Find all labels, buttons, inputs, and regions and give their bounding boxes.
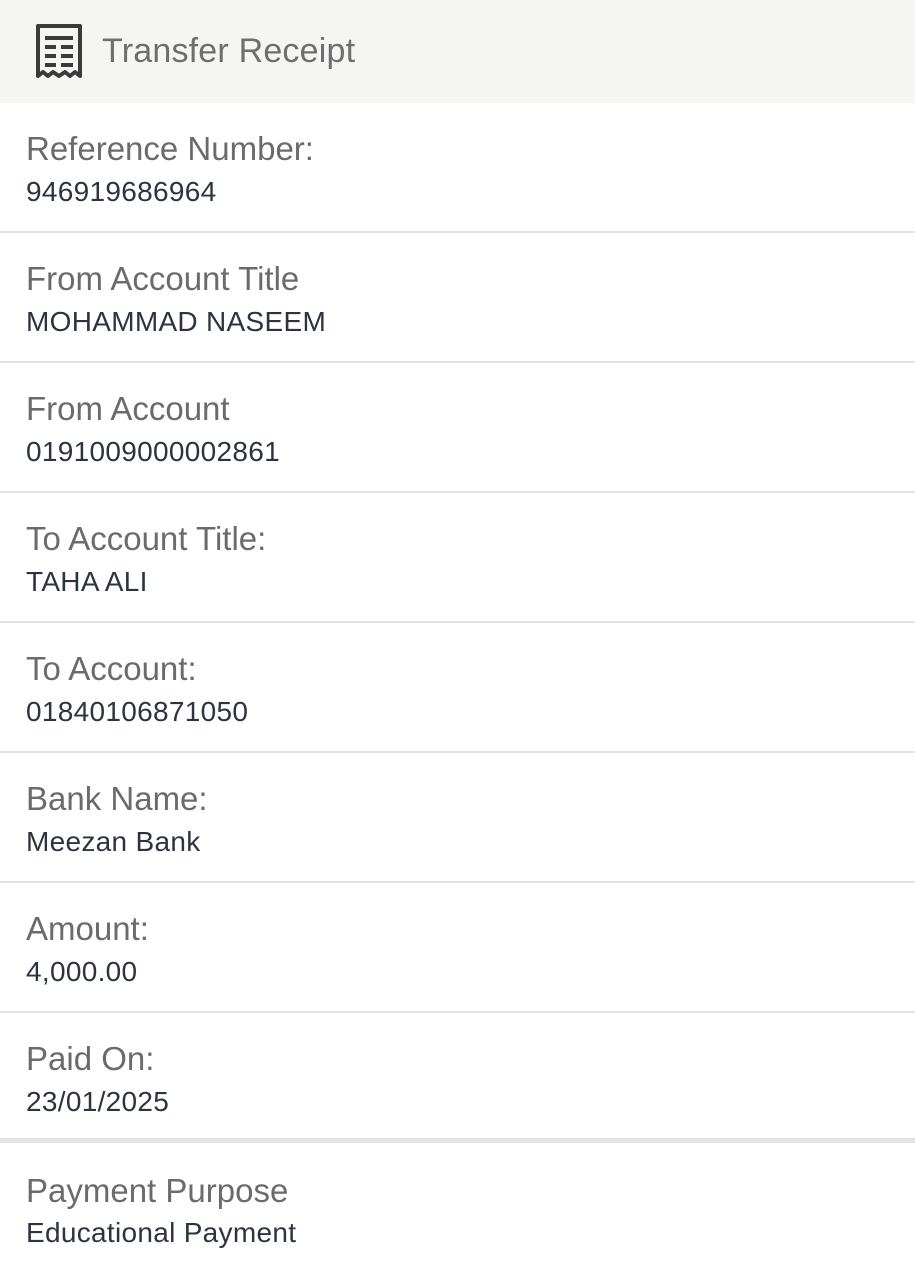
from-account-value: 0191009000002861 xyxy=(26,436,280,467)
row-to-account-title xyxy=(0,493,915,623)
reference-number-value: 946919686964 xyxy=(26,176,217,207)
row-reference-number xyxy=(0,103,915,233)
row-from-account-title xyxy=(0,233,915,363)
reference-number-label: Reference Number: xyxy=(26,130,314,167)
bank-name-label: Bank Name: xyxy=(26,780,208,817)
receipt-header xyxy=(0,0,915,103)
to-account-label: To Account: xyxy=(26,650,197,687)
to-account-value: 01840106871050 xyxy=(26,696,249,727)
row-from-account xyxy=(0,363,915,493)
receipt-icon xyxy=(30,21,88,83)
from-account-title-label: From Account Title xyxy=(26,260,300,297)
amount-label: Amount: xyxy=(26,910,149,947)
paid-on-label: Paid On: xyxy=(26,1040,155,1077)
row-to-account xyxy=(0,623,915,753)
row-payment-purpose xyxy=(0,1143,915,1269)
row-paid-on xyxy=(0,1013,915,1143)
from-account-label: From Account xyxy=(26,390,230,427)
paid-on-value: 23/01/2025 xyxy=(26,1086,170,1117)
from-account-title-value: MOHAMMAD NASEEM xyxy=(26,306,327,337)
to-account-title-label: To Account Title: xyxy=(26,520,267,557)
amount-value: 4,000.00 xyxy=(26,956,138,987)
to-account-title-value: TAHA ALI xyxy=(26,566,148,597)
payment-purpose-label: Payment Purpose xyxy=(26,1172,289,1209)
row-amount xyxy=(0,883,915,1013)
payment-purpose-value: Educational Payment xyxy=(26,1217,297,1248)
bank-name-value: Meezan Bank xyxy=(26,826,201,857)
row-bank-name xyxy=(0,753,915,883)
page-title: Transfer Receipt xyxy=(102,32,356,70)
